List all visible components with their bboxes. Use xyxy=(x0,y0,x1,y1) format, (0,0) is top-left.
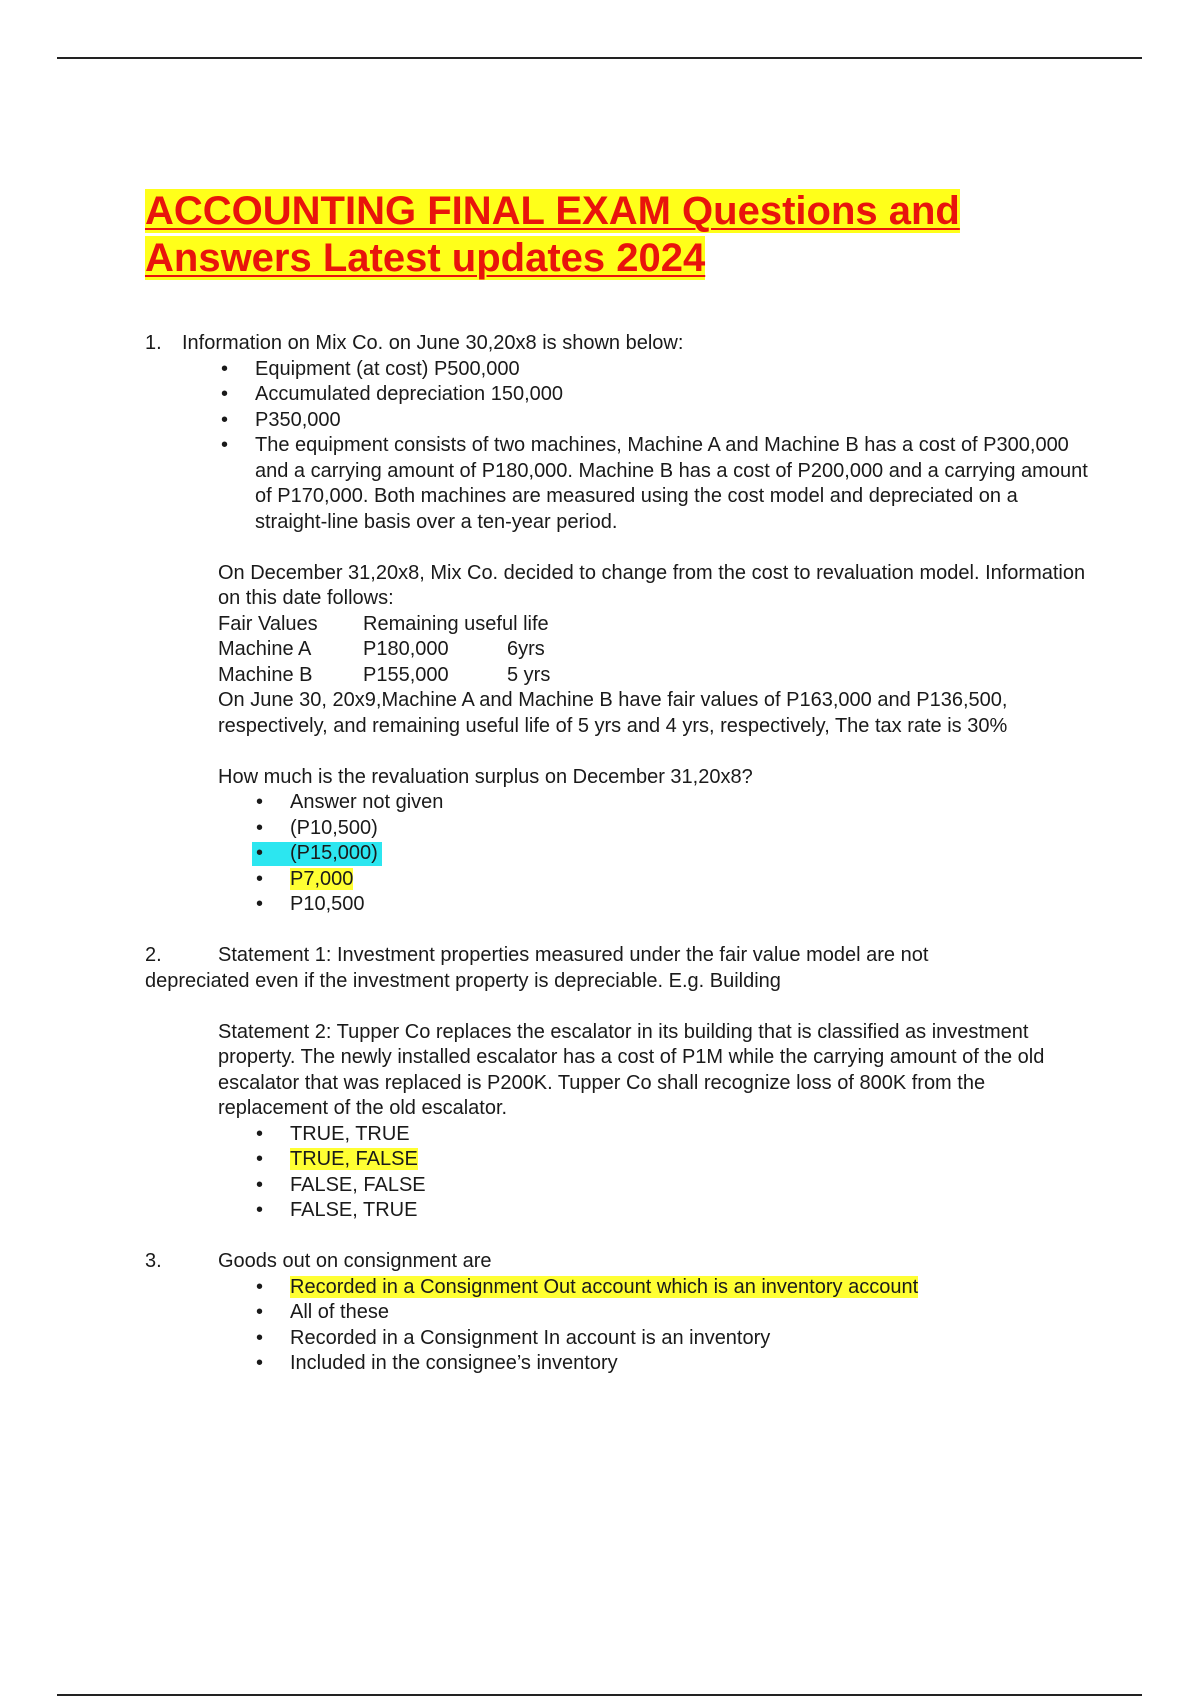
question-prompt: How much is the revaluation surplus on December 31,20x8? xyxy=(218,765,753,788)
bullet-icon: • xyxy=(256,842,264,864)
bullet-icon: • xyxy=(256,1326,264,1349)
bullet-icon: • xyxy=(256,1352,264,1374)
question-number: 1. xyxy=(145,332,162,354)
bullet-icon: • xyxy=(256,893,264,915)
question-3-prompt: 3. Goods out on consignment are xyxy=(145,1249,1095,1275)
answer-option: • Recorded in a Consignment In account is an inventory xyxy=(290,1326,1095,1352)
question-2-statement-1: 2. Statement 1: Investment properties measured under the fair value model are not xyxy=(145,943,1095,969)
bullet-icon: • xyxy=(256,1173,264,1196)
question-1-body xyxy=(145,561,1095,791)
bullet-icon: • xyxy=(256,1301,264,1323)
question-number: 2. xyxy=(145,944,162,966)
fair-value-row: Machine B P155,000 5 yrs xyxy=(218,663,551,686)
bullet-icon: • xyxy=(256,791,264,813)
list-item: • Accumulated depreciation 150,000 xyxy=(255,382,1095,408)
answer-option-correct: • TRUE, FALSE xyxy=(290,1147,1095,1173)
fair-value-header: Fair Values Remaining useful life xyxy=(218,612,549,635)
paragraph: On December 31,20x8, Mix Co. decided to change from the cost to revaluation model. Information on this date follows: xyxy=(218,561,1086,609)
answer-option: • FALSE, TRUE xyxy=(290,1198,1095,1224)
question-2-statement-1-cont: depreciated even if the investment property is depreciable. E.g. Building xyxy=(145,969,781,992)
bullet-icon: • xyxy=(256,1275,264,1298)
bullet-icon: • xyxy=(256,1199,264,1221)
list-item: • The equipment consists of two machines, Machine A and Machine B has a cost of P300,000 and a carrying amount of P180,000. Machine B has a cost of P200,000 and a carrying amount of P170,000. Both machines are measured using the cost model and depreciated on a straight-line basis over a ten-year period. xyxy=(221,434,1088,533)
answer-option-correct: • Recorded in a Consignment Out account which is an inventory account xyxy=(290,1275,1095,1301)
answer-option: • Answer not given xyxy=(290,790,1095,816)
answer-option: • TRUE, TRUE xyxy=(290,1122,1095,1148)
list-item: • P350,000 xyxy=(255,408,1095,434)
exam-content xyxy=(145,331,1095,1377)
bullet-icon: • xyxy=(221,383,229,405)
question-1-facts xyxy=(145,357,1095,536)
title-line-1: ACCOUNTING FINAL EXAM Questions and xyxy=(145,189,960,233)
question-text: Information on Mix Co. on June 30,20x8 is shown below: xyxy=(182,332,684,354)
bullet-icon: • xyxy=(256,816,264,839)
answer-option-correct: • P7,000 xyxy=(290,867,1095,893)
fair-value-row: Machine A P180,000 6yrs xyxy=(218,638,545,660)
question-2-statement-2: Statement 2: Tupper Co replaces the escalator in its building that is classified as investment property. The newly installed escalator has a cost of P1M while the carrying amount of the old escalator that was replaced is P200K. Tupper Co shall recognize loss of 800K from the replacement of the old escalator. xyxy=(218,1020,1045,1119)
bottom-rule xyxy=(57,1694,1142,1696)
bullet-icon: • xyxy=(256,867,264,890)
bullet-icon: • xyxy=(221,434,229,456)
question-1-intro xyxy=(145,331,1095,357)
question-2-options xyxy=(145,1122,1095,1224)
document-title xyxy=(145,188,960,282)
bullet-icon: • xyxy=(221,357,229,380)
answer-option: • P10,500 xyxy=(290,892,1095,918)
title-line-2: Answers Latest updates 2024 xyxy=(145,236,706,280)
answer-option: • FALSE, FALSE xyxy=(290,1173,1095,1199)
question-3-options xyxy=(145,1275,1095,1377)
question-1-options xyxy=(145,790,1095,918)
answer-option: • All of these xyxy=(290,1300,1095,1326)
answer-option: • Included in the consignee’s inventory xyxy=(290,1351,1095,1377)
answer-option-highlighted: • (P15,000) xyxy=(290,841,1095,867)
paragraph: On June 30, 20x9,Machine A and Machine B have fair values of P163,000 and P136,500, respectively, and remaining useful life of 5 yrs and 4 yrs, respectively, The tax rate is 30% xyxy=(218,689,1008,737)
question-number: 3. xyxy=(145,1250,162,1272)
bullet-icon: • xyxy=(256,1122,264,1145)
bullet-icon: • xyxy=(221,408,229,431)
top-rule xyxy=(57,57,1142,59)
answer-option: • (P10,500) xyxy=(290,816,1095,842)
list-item: • Equipment (at cost) P500,000 xyxy=(255,357,1095,383)
bullet-icon: • xyxy=(256,1148,264,1170)
